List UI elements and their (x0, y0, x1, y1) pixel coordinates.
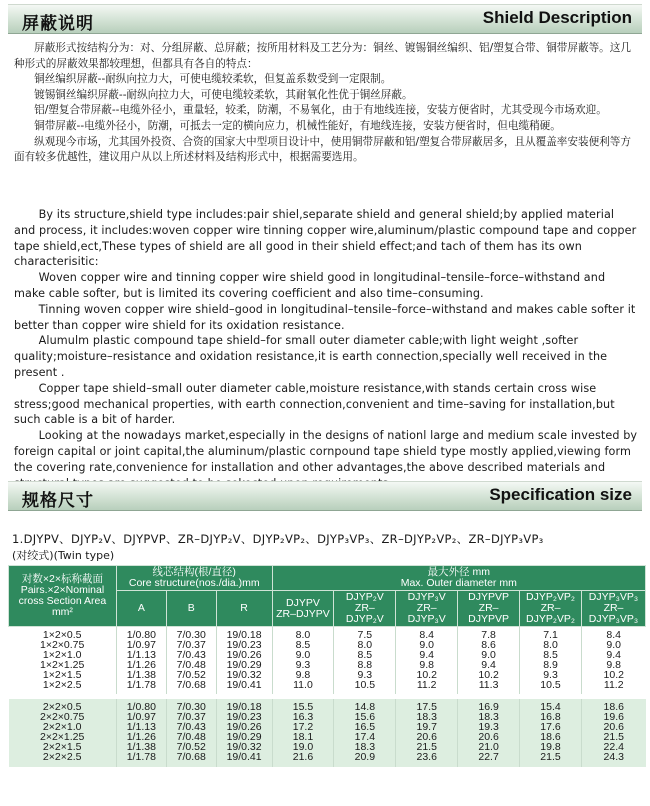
table-cell (116, 627, 166, 695)
cell-value: 7/0.48 (176, 731, 206, 744)
cell-value: 9.4 (481, 658, 496, 671)
shield-title-cn: 屏蔽说明 (22, 14, 94, 34)
cell-value: 19/0.29 (226, 658, 262, 671)
cell-value: 2×2×1.0 (42, 721, 82, 734)
cell-value: 18.1 (292, 731, 314, 744)
cell-value: 1×2×2.5 (42, 678, 82, 691)
cell-value: 2×2×0.75 (39, 711, 85, 724)
cell-value: 19.6 (603, 711, 624, 724)
cell-value: 19/0.41 (226, 750, 262, 763)
cell-value: 9.8 (419, 658, 434, 671)
table-cell (166, 699, 216, 766)
cell-value: 19/0.29 (226, 731, 262, 744)
shield-en-text (14, 207, 638, 491)
cell-value: 1×2×1.0 (42, 648, 82, 661)
cell-value: 8.0 (543, 638, 558, 651)
spec-title-en: Specification size (489, 485, 632, 504)
cell-value: 19.0 (292, 741, 314, 754)
cell-value: 10.2 (603, 668, 624, 681)
cell-value: 8.4 (606, 629, 622, 641)
cell-value: 17.4 (354, 731, 376, 744)
col-djyp2v-header: DJYP₂V ZR–DJYP₂V (334, 591, 396, 627)
cell-value: 8.6 (481, 638, 496, 651)
table-cell (520, 699, 582, 766)
cell-value: 1/1.78 (126, 750, 156, 763)
cell-value: 8.5 (295, 638, 311, 651)
cell-value: 7/0.68 (176, 678, 206, 691)
cell-value: 21.0 (478, 741, 499, 754)
table-cell (272, 699, 334, 766)
en-paragraph: Copper tape shield–small outer diameter cable,moisture resistance,with stands certain cross wise stress;good mechanical properties, with earth connection,convenient and time–saving for installation,but such cable is a bit of harder. (14, 381, 615, 427)
cell-value: 16.5 (354, 721, 376, 734)
cell-value: 9.0 (295, 648, 311, 661)
cell-value: 7.5 (357, 629, 373, 641)
cell-value: 18.3 (354, 741, 376, 754)
cell-value: 20.6 (478, 731, 499, 744)
cell-value: 19/0.41 (226, 678, 262, 691)
cell-value: 21.5 (416, 741, 437, 754)
col-a-header: A (116, 591, 166, 627)
cell-value: 8.0 (357, 638, 373, 651)
cell-value: 18.6 (540, 731, 561, 744)
cn-paragraph: 铜丝编织屏蔽--耐纵向拉力大，可使电缆较柔软，但复盖系数受到一定限制。 (34, 73, 392, 86)
cell-value: 18.3 (416, 711, 437, 724)
cn-paragraph: 铝/塑复合带屏蔽--电缆外径小，重量轻，较柔，防潮，不易氧化，由于有地线连接，安装方便省时，尤其受现今市场欢迎。 (34, 104, 607, 117)
model-type: (对绞式)(Twin type) (12, 549, 115, 562)
cell-value: 1×2×0.75 (39, 638, 85, 651)
cell-value: 8.4 (419, 629, 434, 641)
col-djyp2vp2-header: DJYP₂VP₂ ZR–DJYP₂VP₂ (520, 591, 582, 627)
cell-value: 19/0.32 (226, 741, 262, 754)
cell-value: 7/0.48 (176, 658, 206, 671)
cell-value: 9.0 (419, 638, 434, 651)
cell-value: 19.3 (478, 721, 499, 734)
cell-value: 1/1.38 (126, 668, 156, 681)
col-djypv-header: DJYPV ZR–DJYPV (272, 591, 334, 627)
cell-value: 7/0.43 (176, 721, 206, 734)
en-paragraph: Woven copper wire and tinning copper wire shield good in longitudinal–tensile–force–withstand and make cable softer, but is limited its covering coefficient and also time–consuming. (14, 271, 606, 300)
spec-title-cn: 规格尺寸 (22, 491, 94, 511)
cell-value: 11.3 (478, 678, 499, 691)
cell-value: 24.3 (603, 750, 624, 763)
cell-value: 9.8 (295, 668, 311, 681)
cell-value: 7/0.52 (176, 741, 206, 754)
cell-value: 18.6 (603, 701, 624, 714)
cell-value: 1×2×1.5 (42, 668, 82, 681)
table-group (9, 627, 646, 695)
col-r-header: R (216, 591, 272, 627)
en-paragraph: Alumulm plastic compound tape shield–for small outer diameter cable;with light weight ,softer quality;moisture–resistance and oxidation resistance,it is earth connection,specially well received in the present . (14, 334, 608, 379)
cell-value: 10.5 (540, 678, 561, 691)
cell-value: 19/0.18 (226, 629, 262, 641)
cell-value: 22.7 (478, 750, 499, 763)
table-cell (9, 627, 117, 695)
cn-paragraph: 屏蔽形式按结构分为：对、分组屏蔽、总屏蔽；按所用材料及工艺分为：铜丝、镀锡铜丝编织、铝/塑复合带、铜带屏蔽等。这几种形式的屏蔽效果都较理想，但都具有各自的特点： (14, 42, 631, 70)
cell-value: 17.6 (540, 721, 561, 734)
cell-value: 8.8 (357, 658, 373, 671)
cell-value: 19/0.26 (226, 648, 262, 661)
table-cell (216, 699, 272, 766)
cell-value: 22.4 (603, 741, 624, 754)
table-cell (581, 699, 645, 766)
col-b-header: B (166, 591, 216, 627)
cell-value: 16.8 (540, 711, 561, 724)
core-structure-header: 线芯结构(根/直径) Core structure(nos./dia.)mm (116, 566, 272, 591)
cell-value: 15.6 (354, 711, 376, 724)
cell-value: 21.6 (292, 750, 314, 763)
cell-value: 9.3 (357, 668, 373, 681)
cell-value: 9.0 (606, 638, 622, 651)
cell-value: 8.5 (543, 648, 558, 661)
outer-diameter-header: 最大外径 mm Max. Outer diameter mm (272, 566, 645, 591)
shield-cn-text (14, 41, 638, 166)
en-paragraph: By its structure,shield type includes:pair shiel,separate shield and general shield;by applied material and process, it includes:woven copper wire tinning copper wire,aluminum/plastic compound tape and copper tape shield,ect,These types of shield are all good in their shield effect;and tach of them has its own characterisitic: (14, 208, 637, 269)
table-cell (396, 627, 458, 695)
cell-value: 9.8 (606, 658, 622, 671)
cell-value: 7/0.37 (176, 638, 206, 651)
spec-table (8, 565, 646, 767)
cell-value: 11.0 (293, 678, 313, 691)
cn-paragraph: 镀锡铜丝编织屏蔽--耐纵向拉力大，可使电缆较柔软，其耐氧化性优于铜丝屏蔽。 (34, 88, 413, 101)
cell-value: 23.6 (416, 750, 437, 763)
cell-value: 7/0.68 (176, 750, 206, 763)
cell-value: 7.1 (543, 629, 558, 641)
cell-value: 1/1.38 (126, 741, 156, 754)
en-paragraph: Tinning woven copper wire shield–good in longitudinal–tensile–force–withstand and makes cable softer it better than copper wire shield for its oxidation resistance. (14, 302, 636, 332)
cell-value: 1/1.78 (126, 678, 156, 691)
cell-value: 1/0.97 (126, 638, 156, 651)
cell-value: 9.3 (295, 658, 311, 671)
cell-value: 2×2×1.25 (39, 731, 85, 744)
cell-value: 10.5 (354, 678, 376, 691)
cell-value: 9.3 (543, 668, 558, 681)
cell-value: 2×2×1.5 (42, 741, 82, 754)
cell-value: 7/0.37 (176, 711, 206, 724)
cell-value: 21.5 (540, 750, 561, 763)
table-cell (216, 627, 272, 695)
table-cell (458, 627, 520, 695)
cell-value: 20.6 (603, 721, 624, 734)
cell-value: 19/0.23 (226, 638, 262, 651)
cn-paragraph: 纵观现今市场，尤其国外投资、合资的国家大中型项目设计中，使用铜带屏蔽和铝/塑复合带屏蔽居多，且从覆盖率安装便利等方面有较多优越性，建议用户从以上所述材料及结构形式中，根据需要选用。 (14, 135, 631, 164)
table-cell (9, 699, 117, 766)
cell-value: 1/1.13 (126, 648, 156, 661)
cell-value: 9.0 (481, 648, 496, 661)
col-djyp3v-header: DJYP₃V ZR–DJYP₃V (396, 591, 458, 627)
cell-value: 20.9 (354, 750, 376, 763)
cell-value: 14.8 (354, 701, 376, 714)
cell-value: 16.3 (292, 711, 314, 724)
pairs-header: 对数×2×标称截面 Pairs.×2×Nominal cross Section Area mm² (9, 566, 117, 627)
cell-value: 19.7 (416, 721, 437, 734)
cell-value: 1/1.26 (126, 731, 156, 744)
cell-value: 8.9 (543, 658, 558, 671)
table-cell (272, 627, 334, 695)
table-group (9, 699, 646, 766)
cell-value: 2×2×2.5 (42, 750, 82, 763)
table-cell (334, 699, 396, 766)
cell-value: 19/0.32 (226, 668, 262, 681)
cell-value: 17.2 (292, 721, 314, 734)
cell-value: 8.0 (295, 629, 311, 641)
col-djyp3vp3-header: DJYP₃VP₃ ZR–DJYP₃VP₃ (581, 591, 645, 627)
cell-value: 19.8 (540, 741, 561, 754)
spec-section-header (8, 481, 642, 511)
cell-value: 10.2 (416, 668, 437, 681)
cell-value: 1×2×0.5 (42, 629, 82, 641)
cell-value: 7/0.52 (176, 668, 206, 681)
cell-value: 1/0.80 (126, 629, 156, 641)
cell-value: 7/0.30 (176, 629, 206, 641)
cell-value: 1/0.97 (126, 711, 156, 724)
cell-value: 9.4 (606, 648, 622, 661)
table-cell (334, 627, 396, 695)
en-paragraph: Looking at the nowadays market,especially in the designs of nationl large and medium scale invested by foreign capital or joint capital,the aluminum/plastic cornpound tape shield type mostly applied,viewing form the covering rate,convenience for installation and other advantages,the above described materials and (14, 429, 638, 474)
table-cell (581, 627, 645, 695)
table-cell (520, 627, 582, 695)
cell-value: 19/0.26 (226, 721, 262, 734)
cell-value: 2×2×0.5 (42, 701, 82, 714)
cell-value: 17.5 (416, 701, 437, 714)
cell-value: 9.4 (419, 648, 434, 661)
cell-value: 11.2 (416, 678, 437, 691)
cell-value: 19/0.23 (226, 711, 262, 724)
cn-paragraph: 铜带屏蔽--电缆外径小，防潮，可抵去一定的横向应力，机械性能好，有地线连接，安装方便省时，但电缆稍硬。 (34, 119, 561, 132)
cell-value: 15.5 (292, 701, 314, 714)
cell-value: 1/1.13 (126, 721, 156, 734)
model-list: 1.DJYPV、DJYP₂V、DJYPVP、ZR–DJYP₂V、DJYP₂VP₂、DJYP₃VP₃、ZR–DJYP₂VP₂、ZR–DJYP₃VP₃ (12, 532, 544, 546)
table-cell (396, 699, 458, 766)
cell-value: 1×2×1.25 (39, 658, 85, 671)
cell-value: 7.8 (481, 629, 496, 641)
shield-title-en: Shield Description (482, 8, 632, 27)
cell-value: 18.3 (478, 711, 499, 724)
cell-value: 1/0.80 (126, 701, 156, 714)
table-cell (166, 627, 216, 695)
cell-value: 8.5 (357, 648, 373, 661)
cell-value: 11.2 (603, 678, 624, 691)
table-cell (116, 699, 166, 766)
cell-value: 7/0.30 (176, 701, 206, 714)
shield-section-header (8, 4, 642, 34)
cell-value: 7/0.43 (176, 648, 206, 661)
cell-value: 15.4 (540, 701, 561, 714)
cell-value: 20.6 (416, 731, 437, 744)
cell-value: 16.9 (478, 701, 499, 714)
cell-value: 10.2 (478, 668, 499, 681)
cell-value: 21.5 (603, 731, 624, 744)
table-cell (458, 699, 520, 766)
col-djypvp-header: DJYPVP ZR–DJYPVP (458, 591, 520, 627)
cell-value: 19/0.18 (226, 701, 262, 714)
cell-value: 1/1.26 (126, 658, 156, 671)
